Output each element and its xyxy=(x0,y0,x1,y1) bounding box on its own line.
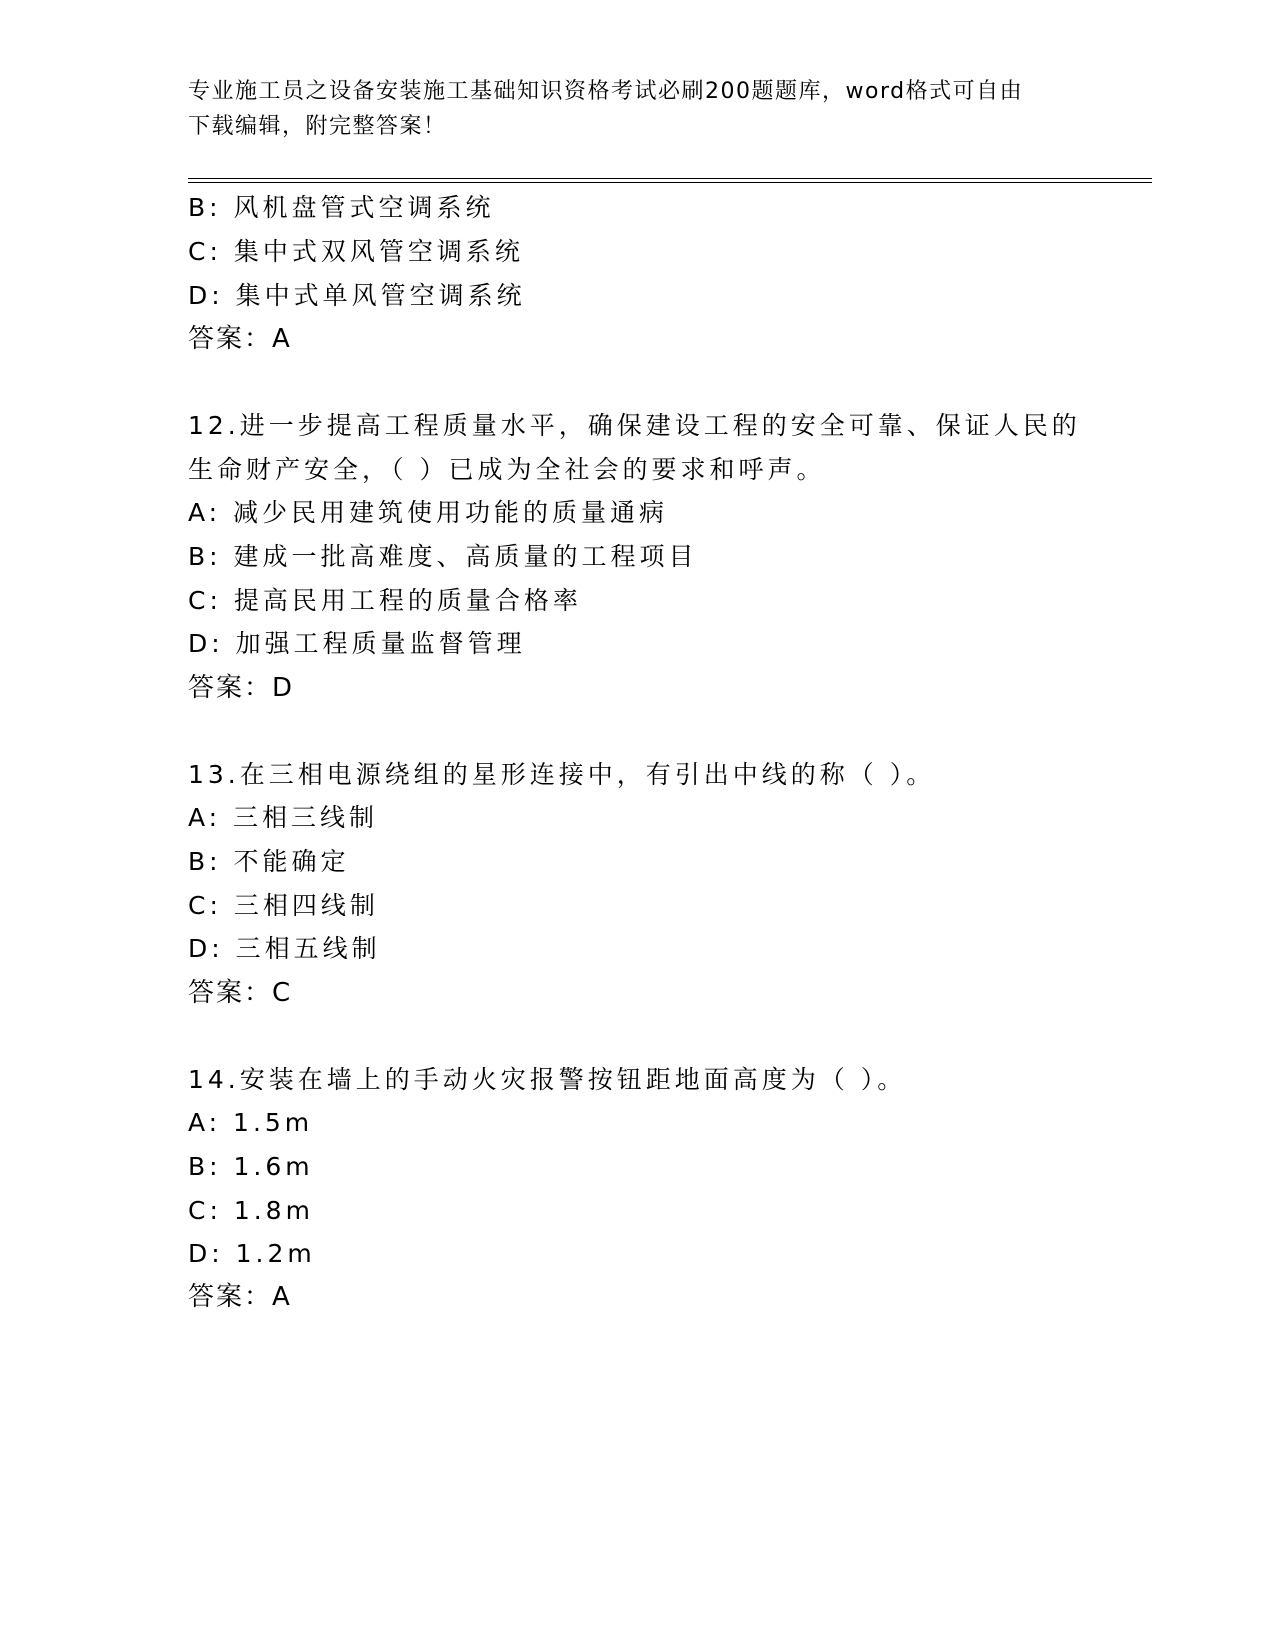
header-rule-bottom xyxy=(188,182,1152,183)
q14-answer: 答案：A xyxy=(188,1282,292,1312)
q14-option-d: D: 1.2m xyxy=(188,1239,316,1268)
q12-option-d: D: 加强工程质量监督管理 xyxy=(188,629,526,658)
q12-stem-line-2: 生命财产安全，（ ）已成为全社会的要求和呼声。 xyxy=(188,455,826,484)
q13-answer: 答案：C xyxy=(188,978,293,1008)
q11-option-b: B: 风机盘管式空调系统 xyxy=(188,193,495,222)
q12-stem-line-1: 12.进一步提高工程质量水平，确保建设工程的安全可靠、保证人民的 xyxy=(188,411,1081,440)
q12-answer: 答案：D xyxy=(188,673,295,703)
header-rule-top xyxy=(188,178,1152,179)
header-line-2: 下载编辑，附完整答案！ xyxy=(188,114,447,139)
q12-option-c: C: 提高民用工程的质量合格率 xyxy=(188,586,582,615)
q13-stem-line-1: 13.在三相电源绕组的星形连接中，有引出中线的称（ ）。 xyxy=(188,760,936,789)
q12-option-a: A: 减少民用建筑使用功能的质量通病 xyxy=(188,498,669,527)
q14-option-a: A: 1.5m xyxy=(188,1108,314,1137)
q13-option-a: A: 三相三线制 xyxy=(188,803,379,832)
q13-option-c: C: 三相四线制 xyxy=(188,891,379,920)
q13-option-d: D: 三相五线制 xyxy=(188,934,381,963)
q14-stem-line-1: 14.安装在墙上的手动火灾报警按钮距地面高度为（ ）。 xyxy=(188,1065,907,1094)
q11-option-c: C: 集中式双风管空调系统 xyxy=(188,237,524,266)
q11-answer: 答案：A xyxy=(188,324,292,354)
q14-option-b: B: 1.6m xyxy=(188,1152,314,1181)
header-line-1: 专业施工员之设备安装施工基础知识资格考试必刷200题题库，word格式可自由 xyxy=(188,79,1024,104)
q11-option-d: D: 集中式单风管空调系统 xyxy=(188,281,526,310)
q14-option-c: C: 1.8m xyxy=(188,1196,314,1225)
q12-option-b: B: 建成一批高难度、高质量的工程项目 xyxy=(188,542,698,571)
document-header xyxy=(188,74,1088,144)
q13-option-b: B: 不能确定 xyxy=(188,847,350,876)
